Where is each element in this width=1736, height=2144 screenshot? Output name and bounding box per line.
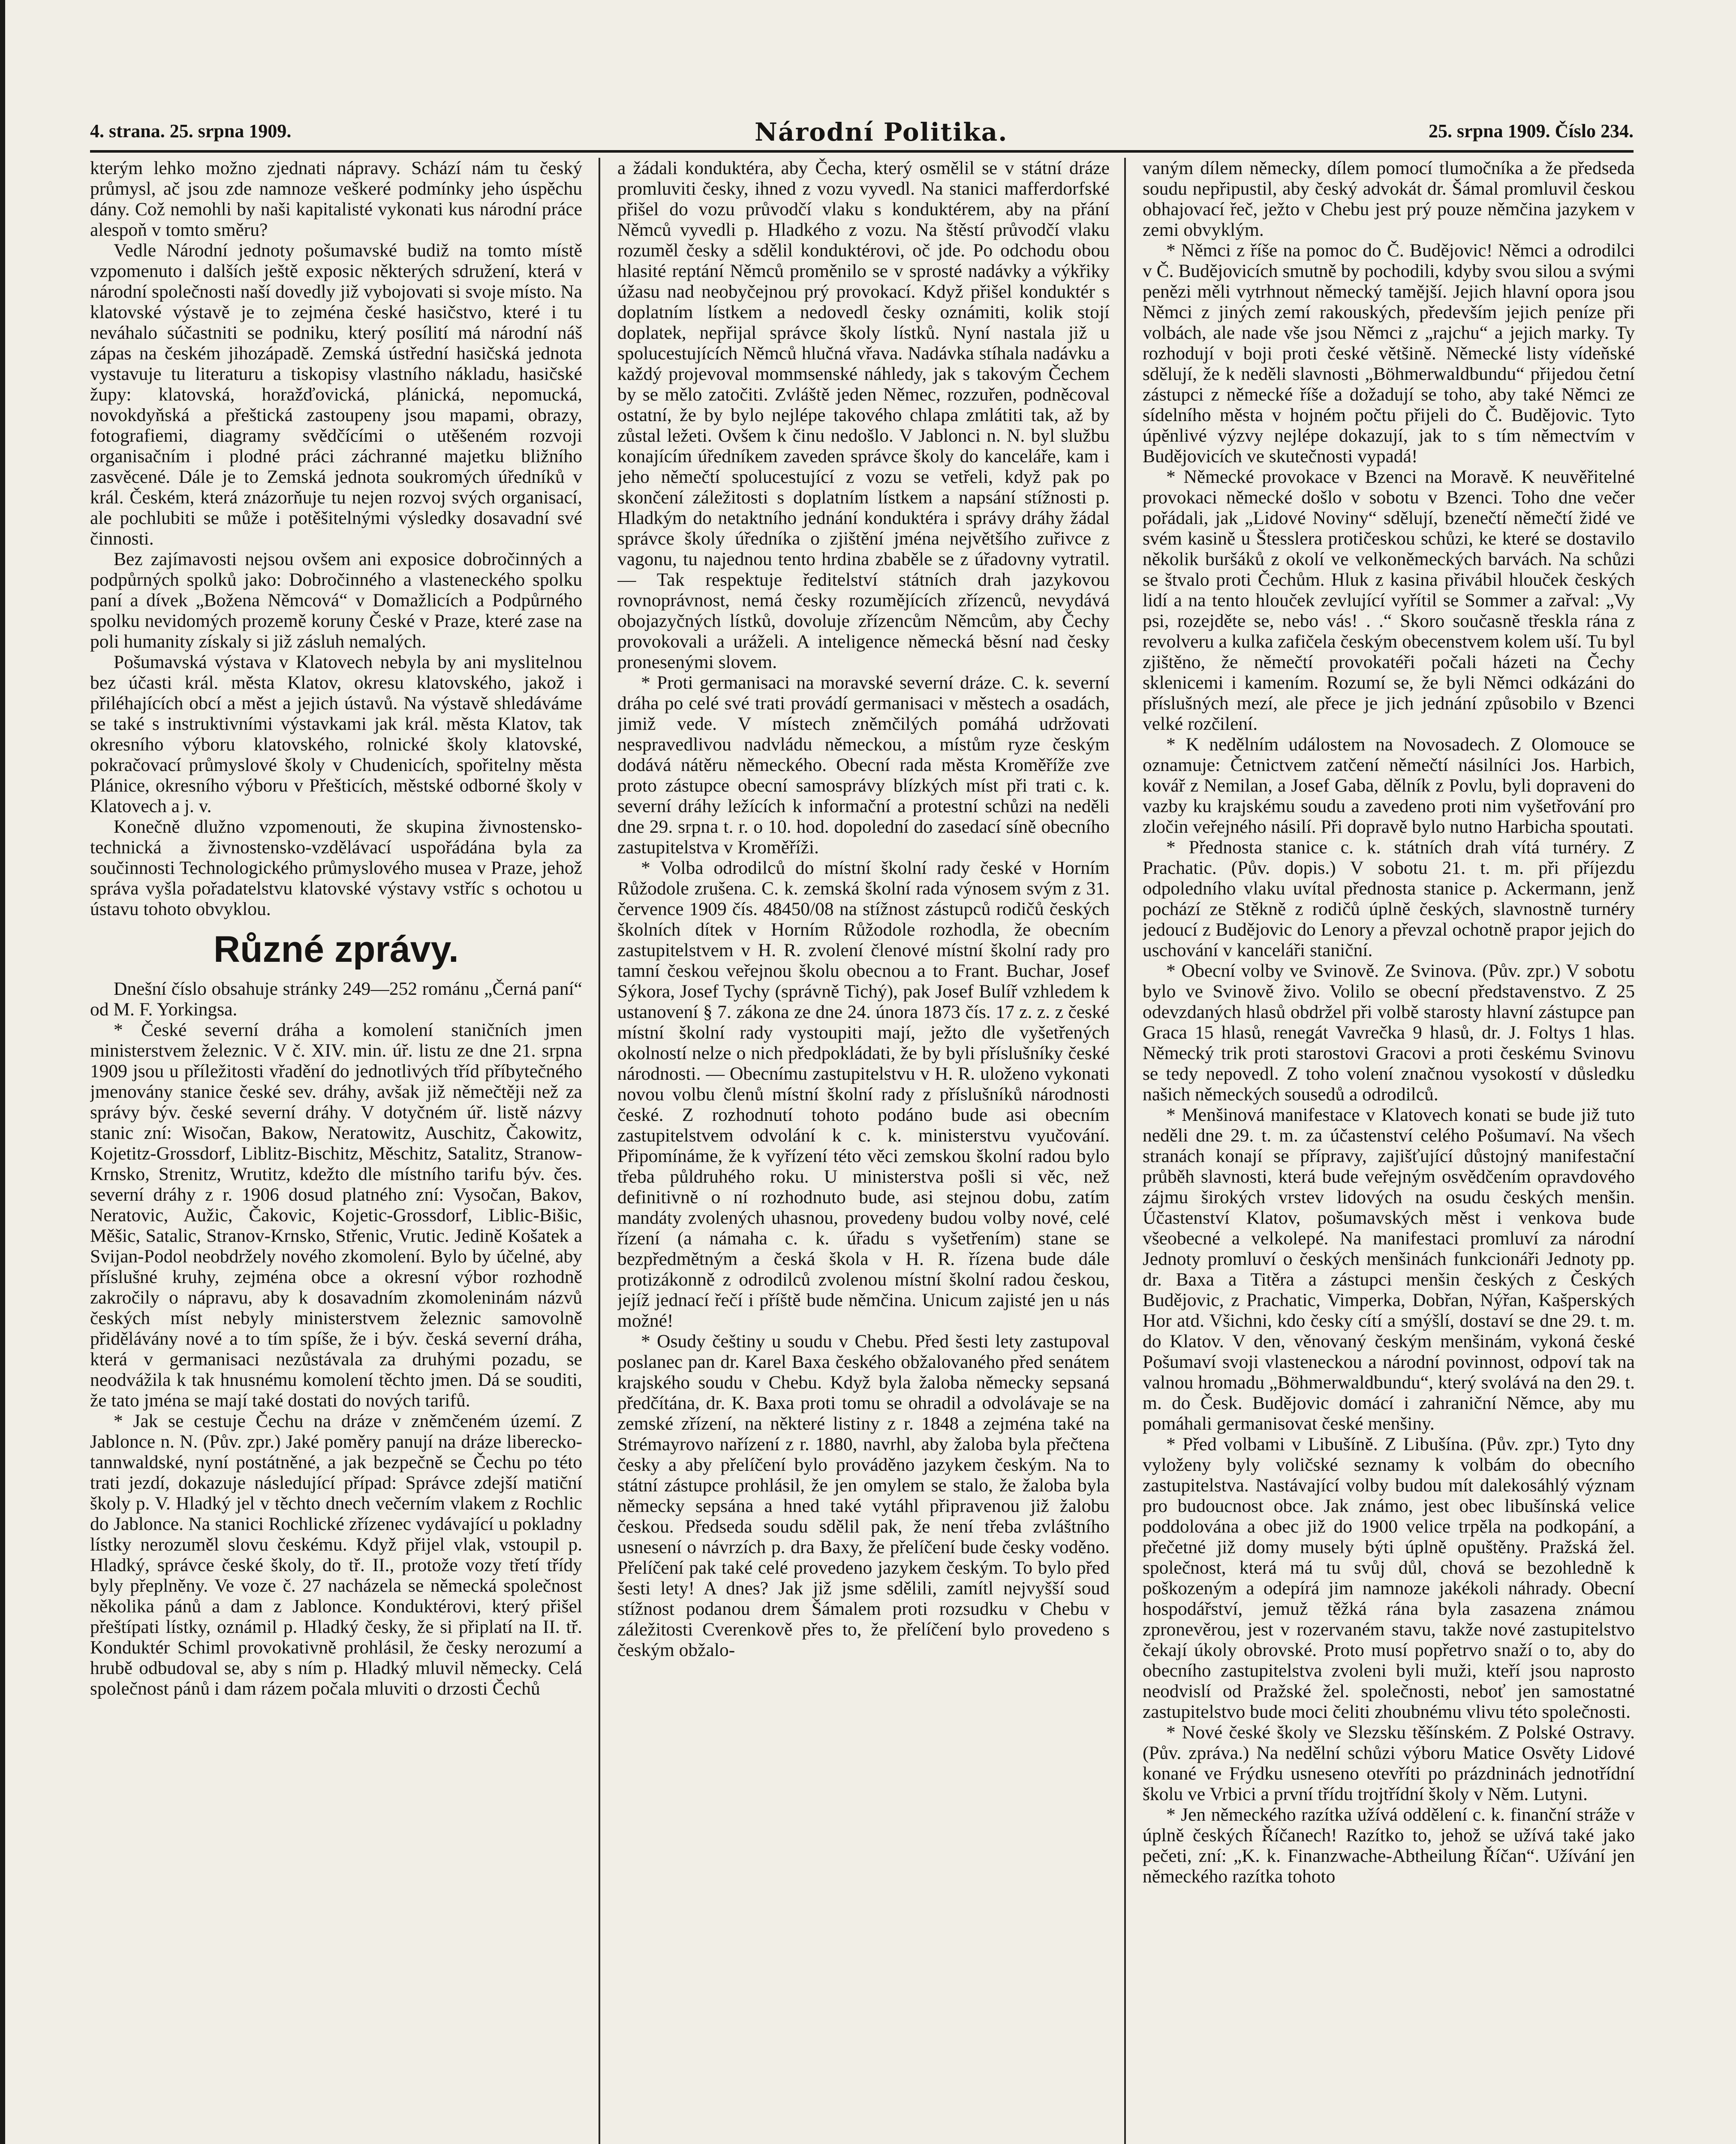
section-note: Dnešní číslo obsahuje stránky 249—252 románu „Černá paní“ od M. F. Yorkingsa. <box>90 979 582 1020</box>
section-heading: Různé zprávy. <box>214 929 459 970</box>
news-item: vaným dílem německy, dílem pomocí tlumočníka a že předseda soudu nepřipustil, aby český advokát dr. Šámal promluvil českou obhajovací řeč, ježto v Chebu jest prý pouze němčina jazykem v zemi obvyklým. <box>1143 158 1635 240</box>
news-item: * Před volbami v Libušíně. Z Libušína. (Pův. zpr.) Tyto dny vyloženy byly voličské seznamy k volbám do obecního zastupitelstva. Nastávající volby budou mít dalekosáhlý význam pro budoucnost obce. Jak známo, jest obec libušínská velice poddolována a obec již do 1900 velice trpěla na podkopání, a přečetné již domy musely býti úplně opuštěny. Pražská žel. společnost, která má tu svůj důl, chová se bezohledně k poškozeným a odepírá jim namnoze jakékoli náhrady. Obecní hospodářství, jemuž těžká rána byla zasazena známou zpronevěrou, jest v rozervaném stavu, takže nové zastupitelstvo čekají úkoly obrovské. Proto musí popřetrvo snaží o to, aby do obecního zastupitelstva zvoleni byli muži, kteří jsou naprosto neodvislí od Pražské žel. společnosti, neboť jen samostatné zastupitelstvo bude moci čeliti zhoubnému vlivu této společnosti. <box>1143 1434 1635 1722</box>
column-1 <box>90 158 582 2144</box>
news-item: * Volba odrodilců do místní školní rady české v Horním Růžodole zrušena. C. k. zemská školní rada výnosem svým z 31. července 1909 čís. 48450/08 na stížnost zástupců rodičů českých školních dítek v Horním Růžodole rozhodla, že obecním zastupitelstvem v H. R. zvolení členové místní školní rady pro tamní českou veřejnou školu obecnou a to Frant. Buchar, Josef Sýkora, Josef Tychy (správně Tichý), pak Josef Bulíř vzhledem k ustanovení § 7. zákona ze dne 24. února 1873 čís. 17 z. z. z české místní školní rady vystoupiti mají, ježto dle vyšetřených okolností nelze o nich předpokládati, že by byli příslušníky české národnosti. — Obecnímu zastupitelstvu v H. R. uloženo vykonati novou volbu členů místní školní rady z příslušníků národnosti české. Z rozhodnutí tohoto podáno bude asi obecním zastupitelstvem odvolání k c. k. ministerstvu vyučování. Připomínáme, že k vyřízení této věci zemskou školní radou bylo třeba půldruhého roku. U ministerstva pošli si věc, než definitivně o ní rozhodnuto bude, asi stejnou dobu, zatím mandáty zvolených uhasnou, provedeny budou volby nové, celé řízení (a námaha c. k. úřadu s vyšetřením) stane se bezpředmětným a česká škola v H. R. řízena bude dále protizákonně z odrodilců zvolenou místní školní radou českou, jejíž jednací řečí i příště bude němčina. Unicum zajisté jen u nás možné! <box>617 858 1110 1331</box>
news-item: * Němci z říše na pomoc do Č. Budějovic! Němci a odrodilci v Č. Budějovicích smutně by pochodili, kdyby svou silou a svými penězi měli vytrhnout německý tamější. Jejich hlavní opora jsou Němci z jiných zemí rakouských, především jejich peníze při volbách, ale nade vše jsou Němci z „rajchu“ a jejich marky. Ty rozhodují v boji proti české většině. Německé listy vídeňské sdělují, že k neděli slavnosti „Böhmerwaldbundu“ přijedou četní zástupci z německé říše a dožadují se toho, aby také Němci ze sídelního města v hojném počtu přijeli do Č. Budějovic. Tyto úpěnlivé výzvy nejlépe dokazují, jak to s tím němectvím v Budějovicích ve skutečnosti vypadá! <box>1143 240 1635 467</box>
column-3 <box>1143 158 1635 2144</box>
news-item: * Osudy češtiny u soudu v Chebu. Před šesti lety zastupoval poslanec pan dr. Karel Baxa českého obžalovaného před senátem krajského soudu v Chebu. Když byla žaloba německy sepsaná předčítána, dr. K. Baxa proti tomu se ohradil a odvolávaje se na zemské zřízení, na některé listiny z r. 1848 a zejména také na Strémayrovo nařízení z r. 1880, navrhl, aby žaloba byla přečtena česky a aby přelíčení bylo prováděno jazykem českým. Na to státní zástupce prohlásil, že jen omylem se stalo, že žaloba byla německy sepsána a hned také vytáhl připravenou již žalobu českou. Předseda soudu sdělil pak, že není třeba zvláštního usnesení o návrzích p. dra Baxy, že přelíčení bude česky voděno. Přelíčení pak také celé provedeno jazykem českým. To bylo před šesti lety! A dnes? Jak již jsme sdělili, zamítl nejvyšší soud stížnost podanou drem Šámalem proti rozsudku v Chebu v záležitosti Cverenkově přes to, že přelíčení bylo provedeno s českým obžalo- <box>617 1331 1110 1660</box>
article-paragraph: Vedle Národní jednoty pošumavské budiž na tomto místě vzpomenuto i dalších ještě exposic některých sdružení, která v národní společnosti naší dovedly již vybojovati si svoje místo. Na klatovské výstavě je to zejména české hasičstvo, které i tu neváhalo súčastniti se podniku, který posílití má národní náš zápas na českém jihozápadě. Zemská ústřední hasičská jednota vystavuje tu literaturu a tiskopisy vlastního nákladu, hasičské župy: klatovská, horažďovická, plánická, nepomucká, novokdyňská a přeštická zastoupeny jsou mapami, obrazy, fotografiemi, diagramy svědčícími o utěšeném rozvoji organisačním i plodné práci záchranné majetku bližního zasvěcené. Dále je to Zemská jednota soukromých úředníků v král. Českém, která znázorňuje tu nejen rozvoj svých organisací, ale pochlubiti se může i potěšitelnými výsledky dosavadní své činnosti. <box>90 240 582 549</box>
column-divider <box>1124 158 1126 2144</box>
column-2 <box>617 158 1110 2144</box>
news-item: * Přednosta stanice c. k. státních drah vítá turnéry. Z Prachatic. (Pův. dopis.) V sobotu 21. t. m. při příjezdu odpoledního vlaku uvítal přednosta stanice p. Ackermann, jenž pochází ze Stěkně z rodičů úplně českých, slavnostně turnéry jedoucí z Budějovic do Lenory a převzal ochotně prapor jejich do uschování v kanceláři staniční. <box>1143 837 1635 961</box>
page-header <box>90 117 1634 150</box>
column-divider <box>599 158 600 2144</box>
news-item: * České severní dráha a komolení staničních jmen ministerstvem železnic. V č. XIV. min. úř. listu ze dne 21. srpna 1909 jsou u příležitosti vřadění do jednotlivých tříd příbytečného jmenovány stanice české sev. dráhy, avšak již němečtěji než za správy býv. české severní dráhy. V dotyčném úř. listě názvy stanic zní: Wisočan, Bakow, Neratowitz, Auschitz, Čakowitz, Kojetitz-Grossdorf, Liblitz-Bischitz, Měschitz, Satalitz, Stranow-Krnsko, Strenitz, Wrutitz, kdežto dle místního tarifu býv. čes. severní dráhy z r. 1906 dosud platného zní: Vysočan, Bakov, Neratovic, Aužic, Čakovic, Kojetic-Grossdorf, Liblic-Bišic, Měšic, Satalic, Stranov-Krnsko, Střenic, Vrutic. Jedině Košatek a Svijan-Podol neobdržely nového zkomolení. Bylo by účelné, aby příslušné kruhy, zejména obce a okresní výbor rozhodně zakročily o nápravu, aby k dosavadním zkomoleninám názvů českých míst nebyly ministerstvem železnic samovolně přidělávány nové a to tím spíše, že i býv. česká severní dráha, která v germanisaci nezůstávala za druhými pozadu, se neodvážila k tak hnusnému komolení těchto jmen. Dá se souditi, že tato jména se mají také dostati do nových tarifů. <box>90 1020 582 1411</box>
news-item: * Německé provokace v Bzenci na Moravě. K neuvěřitelné provokaci německé došlo v sobotu v Bzenci. Toho dne večer pořádali, jak „Lidové Noviny“ sdělují, bzenečtí němečtí židé ve svém kasině u Štesslera protičeskou schůzi, ke které se dostavilo několik buršáků z okolí ve velkoněmeckých barvách. Na schůzi se štvalo proti Čechům. Hluk z kasina přivábil hlouček českých lidí a na tento hlouček zevlující vyřítil se Sommer a zařval: „Vy psi, rozejděte se, nebo vás! . .“ Skoro současně třeskla rána z revolveru a kulka zafičela českým obecenstvem kolem uší. Tu byl zjištěno, že němečtí provokatéři počali házeti na Čechy sklenicemi i kamením. Rozumí se, že byli Němci odkázáni do příslušných mezí, ale přece je jich jednání způsobilo v Bzenci velké rozčilení. <box>1143 467 1635 734</box>
news-item: a žádali konduktéra, aby Čecha, který osmělil se v státní dráze promluviti česky, ihned z vozu vyvedl. Na stanici mafferdorfské přišel do vozu průvodčí vlaku s konduktérem, aby na přání Němců vyvedli p. Hladkého z vozu. Na štěstí průvodčí vlaku rozuměl česky a sdělil konduktérovi, oč jde. Po odchodu obou hlasité reptání Němců proměnilo se v sprosté nadávky a výkřiky úžasu nad neobyčejnou prý provokací. Když přišel konduktér s doplatním lístkem a nedovedl česky oznámiti, kolik stojí doplatek, nepřijal správce školy lístků. Nyní nastala již u spolucestujících Němců hlučná vřava. Nadávka stíhala nadávku a každý projevoval mommsenské náhledy, jak s takovým Čechem by se mělo zatočiti. Zvláště jeden Němec, rozzuřen, podněcoval ostatní, že by bylo nejlépe takového chlapa zmlátiti tak, až by zůstal ležeti. Ovšem k činu nedošlo. V Jablonci n. N. byl službu konajícím úředníkem zaveden správce školy do kanceláře, kam i jeho němečtí spolucestující z vozu se vetřeli, když pak po skončení záležitosti s doplatním lístkem a napsání stížnosti p. Hladkým do netaktního jednání konduktéra i správy dráhy žádal správce školy úředníka o zjištění jména největšího zuřivce z vagonu, tu najednou tento hrdina zbaběle se z úřadovny vytratil. — Tak respektuje ředitelství státních drah jazykovou rovnoprávnost, nemá česky rozumějících zřízenců, nevydává obojazyčných lístků, dovoluje zřízencům Němcům, aby Čechy provokovali a uráželi. A inteligence německá běsní nad česky pronesenými slovem. <box>617 158 1110 672</box>
news-item: * Nové české školy ve Slezsku těšínském. Z Polské Ostravy. (Pův. zpráva.) Na nedělní schůzi výboru Matice Osvěty Lidové konané ve Frýdku usneseno otevříti po prázdninách jednotřídní školu ve Vrbici a první třídu trojtřídní školy v Něm. Lutyni. <box>1143 1722 1635 1804</box>
header-rule <box>90 150 1634 153</box>
article-paragraph: Konečně dlužno vzpomenouti, že skupina živnostensko-technická a živnostensko-vzdělávací uspořádána byla za součinnosti Technologického průmyslového musea v Praze, jehož správa vyšla pořadatelstvu klatovské výstavy vstříc s ochotou u ústavu tohoto obvyklou. <box>90 816 582 919</box>
header-left: 4. strana. 25. srpna 1909. <box>90 120 292 142</box>
news-item: * K nedělním událostem na Novosadech. Z Olomouce se oznamuje: Četnictvem zatčení němečtí násilníci Jos. Harbich, kovář z Nemilan, a Josef Gaba, dělník z Povlu, byli dopraveni do vazby ku krajskému soudu a zavedeno proti nim vyšetřování pro zločin veřejného násilí. Při dopravě bylo nutno Harbicha spoutati. <box>1143 734 1635 837</box>
article-paragraph: Bez zajímavosti nejsou ovšem ani exposice dobročinných a podpůrných spolků jako: Dobročinného a vlasteneckého spolku paní a dívek „Božena Němcová“ v Domažlicích a Podpůrného spolku nevidomých prozemě koruny České v Praze, které zase na poli humanity získaly si již zásluh nemalých. <box>90 549 582 652</box>
news-item: * Jen německého razítka užívá oddělení c. k. finanční stráže v úplně českých Říčanech! Razítko to, jehož se užívá také jako pečeti, zní: „K. k. Finanzwache-Abtheilung Říčan“. Užívání jen německého razítka tohoto <box>1143 1804 1635 1887</box>
news-item: * Obecní volby ve Svinově. Ze Svinova. (Pův. zpr.) V sobotu bylo ve Svinově živo. Volilo se obecní představenstvo. Z 25 odevzdaných hlasů obdržel při volbě starosty hlavní zástupce pan Graca 15 hlasů, renegát Vavrečka 9 hlasů, dr. J. Foltys 1 hlas. Německý trik proti starostovi Gracovi a proti českému Svinovu se tedy nepovedl. Z toho volení značnou vysokostí v důsledku našich německých sousedů a odrodilců. <box>1143 961 1635 1105</box>
article-paragraph: kterým lehko možno zjednati nápravy. Schází nám tu český průmysl, ač jsou zde namnoze veškeré podmínky jeho úspěchu dány. Což nemohli by naši kapitalisté vykonati kus národní práce alespoň v tomto směru? <box>90 158 582 240</box>
masthead-title: Národní Politika. <box>755 117 1008 147</box>
news-item: * Jak se cestuje Čechu na dráze v zněmčeném území. Z Jablonce n. N. (Pův. zpr.) Jaké poměry panují na dráze liberecko-tannwaldské, nyní postátněné, a jak bezpečně se Čechu po této trati jezdí, dokazuje následující případ: Správce zdejší matiční školy p. V. Hladký jel v těchto dnech večerním vlakem z Rochlic do Jablonce. Na stanici Rochlické zřízenec vydávající u pokladny lístky nerozuměl slovu českému. Když přijel vlak, vstoupil p. Hladký, správce české školy, do tř. II., protože vozy třetí třídy byly přeplněny. Ve voze č. 27 nacházela se německá společnost několika pánů a dam z Jablonce. Konduktérovi, který přišel přeštípati lístky, oznámil p. Hladký česky, že si připlatí na II. tř. Konduktér Schiml provokativně prohlásil, že česky nerozumí a hrubě odbudoval se, aby s ním p. Hladký mluvil německy. Celá společnost pánů i dam rázem počala mluviti o drzosti Čechů <box>90 1411 582 1699</box>
news-item: * Proti germanisaci na moravské severní dráze. C. k. severní dráha po celé své trati provádí germanisaci v městech a osadách, jimiž vede. V místech zněmčilých pomáhá udržovati nespravedlivou nadvládu německou, a místům ryze českým dodává nátěru německého. Obecní rada města Kroměříže zve proto zástupce obecní samosprávy blízkých míst při trati c. k. severní dráhy ležících k informační a protestní schůzi na neděli dne 29. srpna t. r. o 10. hod. dopolední do zasedací síně obecního zastupitelstva v Kroměříži. <box>617 672 1110 858</box>
news-item: * Menšinová manifestace v Klatovech konati se bude již tuto neděli dne 29. t. m. za účastenství celého Pošumaví. Na všech stranách konají se přípravy, zajišťující důstojný manifestační průběh slavnosti, která bude veřejným osvědčením opravdového zájmu širokých vrstev lidových na osudu českých menšin. Účastenství Klatov, pošumavských měst i venkova bude všeobecné a velkolepé. Na manifestaci promluví za národní Jednoty promluví o českých menšinách funkcionáři Jednoty pp. dr. Baxa a Titěra a zástupci menšin českých z Českých Budějovic, z Prachatic, Vimperka, Dobřan, Nýřan, Kašperských Hor atd. Všichni, kdo česky cítí a smýšlí, dostaví se dne 29. t. m. do Klatov. V den, věnovaný českým menšinám, vykoná české Pošumaví svoji vlasteneckou a národní povinnost, odpoví tak na valnou hromadu „Böhmerwaldbundu“, který svolává na den 29. t. m. do Česk. Budějovic domácí i zahraniční Němce, aby mu pomáhali germanisovat české menšiny. <box>1143 1105 1635 1434</box>
article-paragraph: Pošumavská výstava v Klatovech nebyla by ani myslitelnou bez účasti král. města Klatov, okresu klatovského, jakož i přiléhajících obcí a měst a jejich ústavů. Na výstavě shledáváme se také s instruktivními výstavkami jak král. města Klatov, tak okresního výboru klatovského, rolnické školy klatovské, pokračovací průmyslové školy v Chudenicích, spořitelny města Plánice, okresního výboru v Přešticích, městské odborné školy v Klatovech a j. v. <box>90 652 582 816</box>
header-right: 25. srpna 1909. Číslo 234. <box>1429 120 1634 142</box>
